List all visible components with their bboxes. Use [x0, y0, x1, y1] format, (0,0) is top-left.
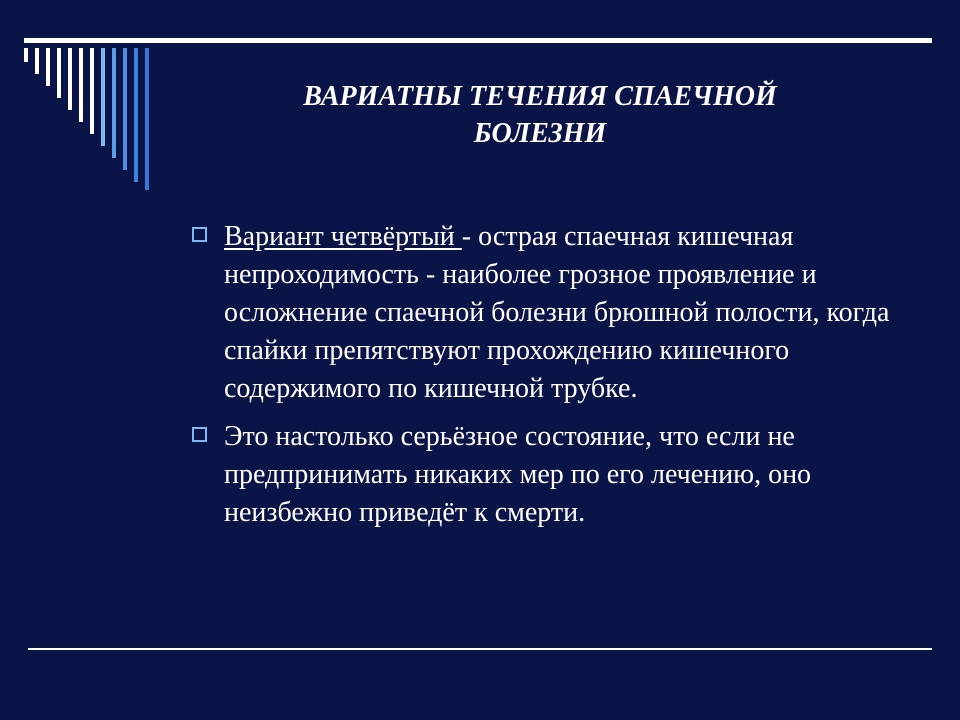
stripe [79, 48, 83, 122]
bullet-item [186, 418, 916, 532]
bullet-lead: Вариант четвёртый [224, 221, 462, 252]
slide-title [230, 78, 850, 152]
decorative-stripes [0, 0, 200, 200]
top-rule [24, 38, 932, 43]
bottom-rule [28, 648, 932, 650]
stripe [90, 48, 94, 134]
square-bullet-icon [192, 427, 207, 442]
title-line: БОЛЕЗНИ [473, 118, 607, 149]
stripe [134, 48, 138, 182]
stripe [35, 48, 39, 74]
stripe [112, 48, 116, 158]
square-bullet-icon [192, 227, 207, 242]
stripe [123, 48, 127, 170]
stripe [46, 48, 50, 86]
bullet-list [186, 218, 916, 542]
title-line: ВАРИАТНЫ ТЕЧЕНИЯ СПАЕЧНОЙ [303, 81, 777, 112]
stripe [145, 48, 149, 190]
bullet-item [186, 218, 916, 408]
stripe [57, 48, 61, 98]
stripe [68, 48, 72, 110]
bullet-text: Это настолько серьёзное состояние, что если не предпринимать никаких мер по его лечению, оно неизбежно приведёт к смерти. [224, 421, 812, 528]
bullet-text: - острая спаечная кишечная непроходимость - наиболее грозное проявление и осложнение спаечной болезни брюшной полости, когда спайки препятствуют прохождению кишечного содержимого по кишечной трубке. [224, 221, 890, 404]
stripe [101, 48, 105, 146]
stripe [24, 48, 28, 62]
